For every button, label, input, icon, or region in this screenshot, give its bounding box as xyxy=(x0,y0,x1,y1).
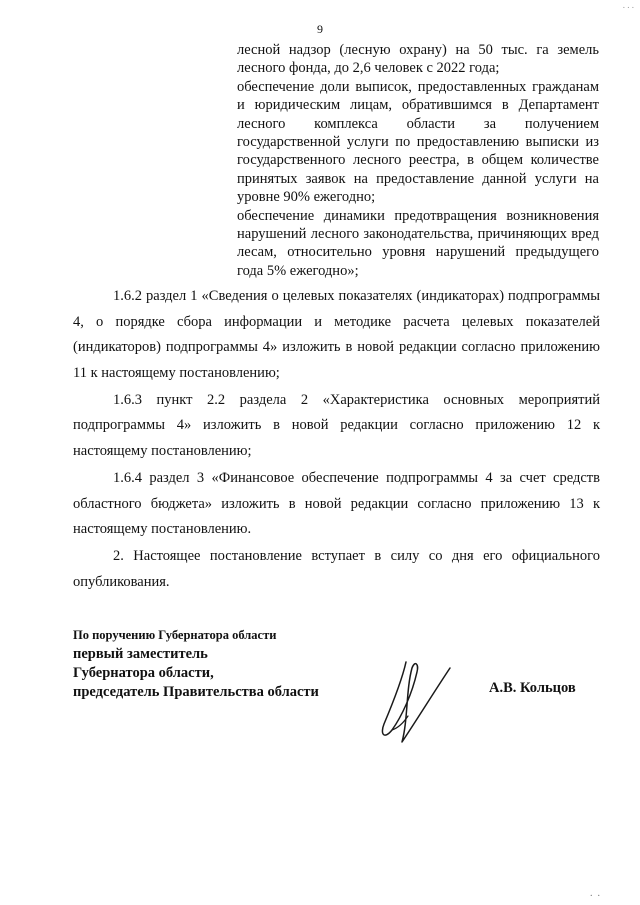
signatory-line-3: Губернатора области, xyxy=(73,665,214,681)
paragraph-1-6-4: 1.6.4 раздел 3 «Финансовое обеспечение подпрограммы 4 за счет средств областного бюджета» изложить в новой редакции согласно приложению 13 к настоящему постановлению. xyxy=(73,470,600,538)
paragraph-1-6-3: 1.6.3 пункт 2.2 раздела 2 «Характеристика основных мероприятий подпрограммы 4» изложить в новой редакции согласно приложению 12 к настоящему постановлению; xyxy=(73,391,600,460)
indented-paragraph-3: обеспечение динамики предотвращения возникновения нарушений лесного законодательства, причиняющих вред лесам, относительно уровня нарушений предыдущего года 5% ежегодно»; xyxy=(237,207,599,279)
paragraph-2: 2. Настоящее постановление вступает в силу со дня его официального опубликования. xyxy=(73,548,600,591)
signatory-name: А.В. Кольцов xyxy=(489,680,576,696)
signatory-title-block xyxy=(73,626,319,702)
indented-paragraph-1: лесной надзор (лесную охрану) на 50 тыс. га земель лесного фонда, до 2,6 человек с 2022 года; xyxy=(237,42,599,77)
page-number: 9 xyxy=(317,22,323,36)
signatory-line-1: По поручению Губернатора области xyxy=(73,628,277,642)
handwritten-signature-image xyxy=(362,650,472,750)
main-text-body xyxy=(73,284,600,597)
indented-continuation-block xyxy=(237,41,599,280)
scan-corner-mark-top: . . . xyxy=(622,0,634,10)
paragraph-1-6-2: 1.6.2 раздел 1 «Сведения о целевых показателях (индикаторах) подпрограммы 4, о порядке сбора информации и методике расчета целевых показателей (индикаторов) подпрограммы 4» изложить в новой редакции согласно приложению 11 к настоящему постановлению; xyxy=(73,288,600,381)
indented-paragraph-2: обеспечение доли выписок, предоставленных гражданам и юридическим лицам, обратившимся в Департамент лесного комплекса области за получением государственной услуги по предоставлению выписки из государственного лесного реестра, в общем количестве принятых заявок на предоставление данной услуги на уровне 90% ежегодно; xyxy=(237,78,599,206)
scan-corner-mark-bottom: . . xyxy=(590,888,600,899)
signatory-line-4: председатель Правительства области xyxy=(73,684,319,700)
signatory-line-2: первый заместитель xyxy=(73,646,208,662)
